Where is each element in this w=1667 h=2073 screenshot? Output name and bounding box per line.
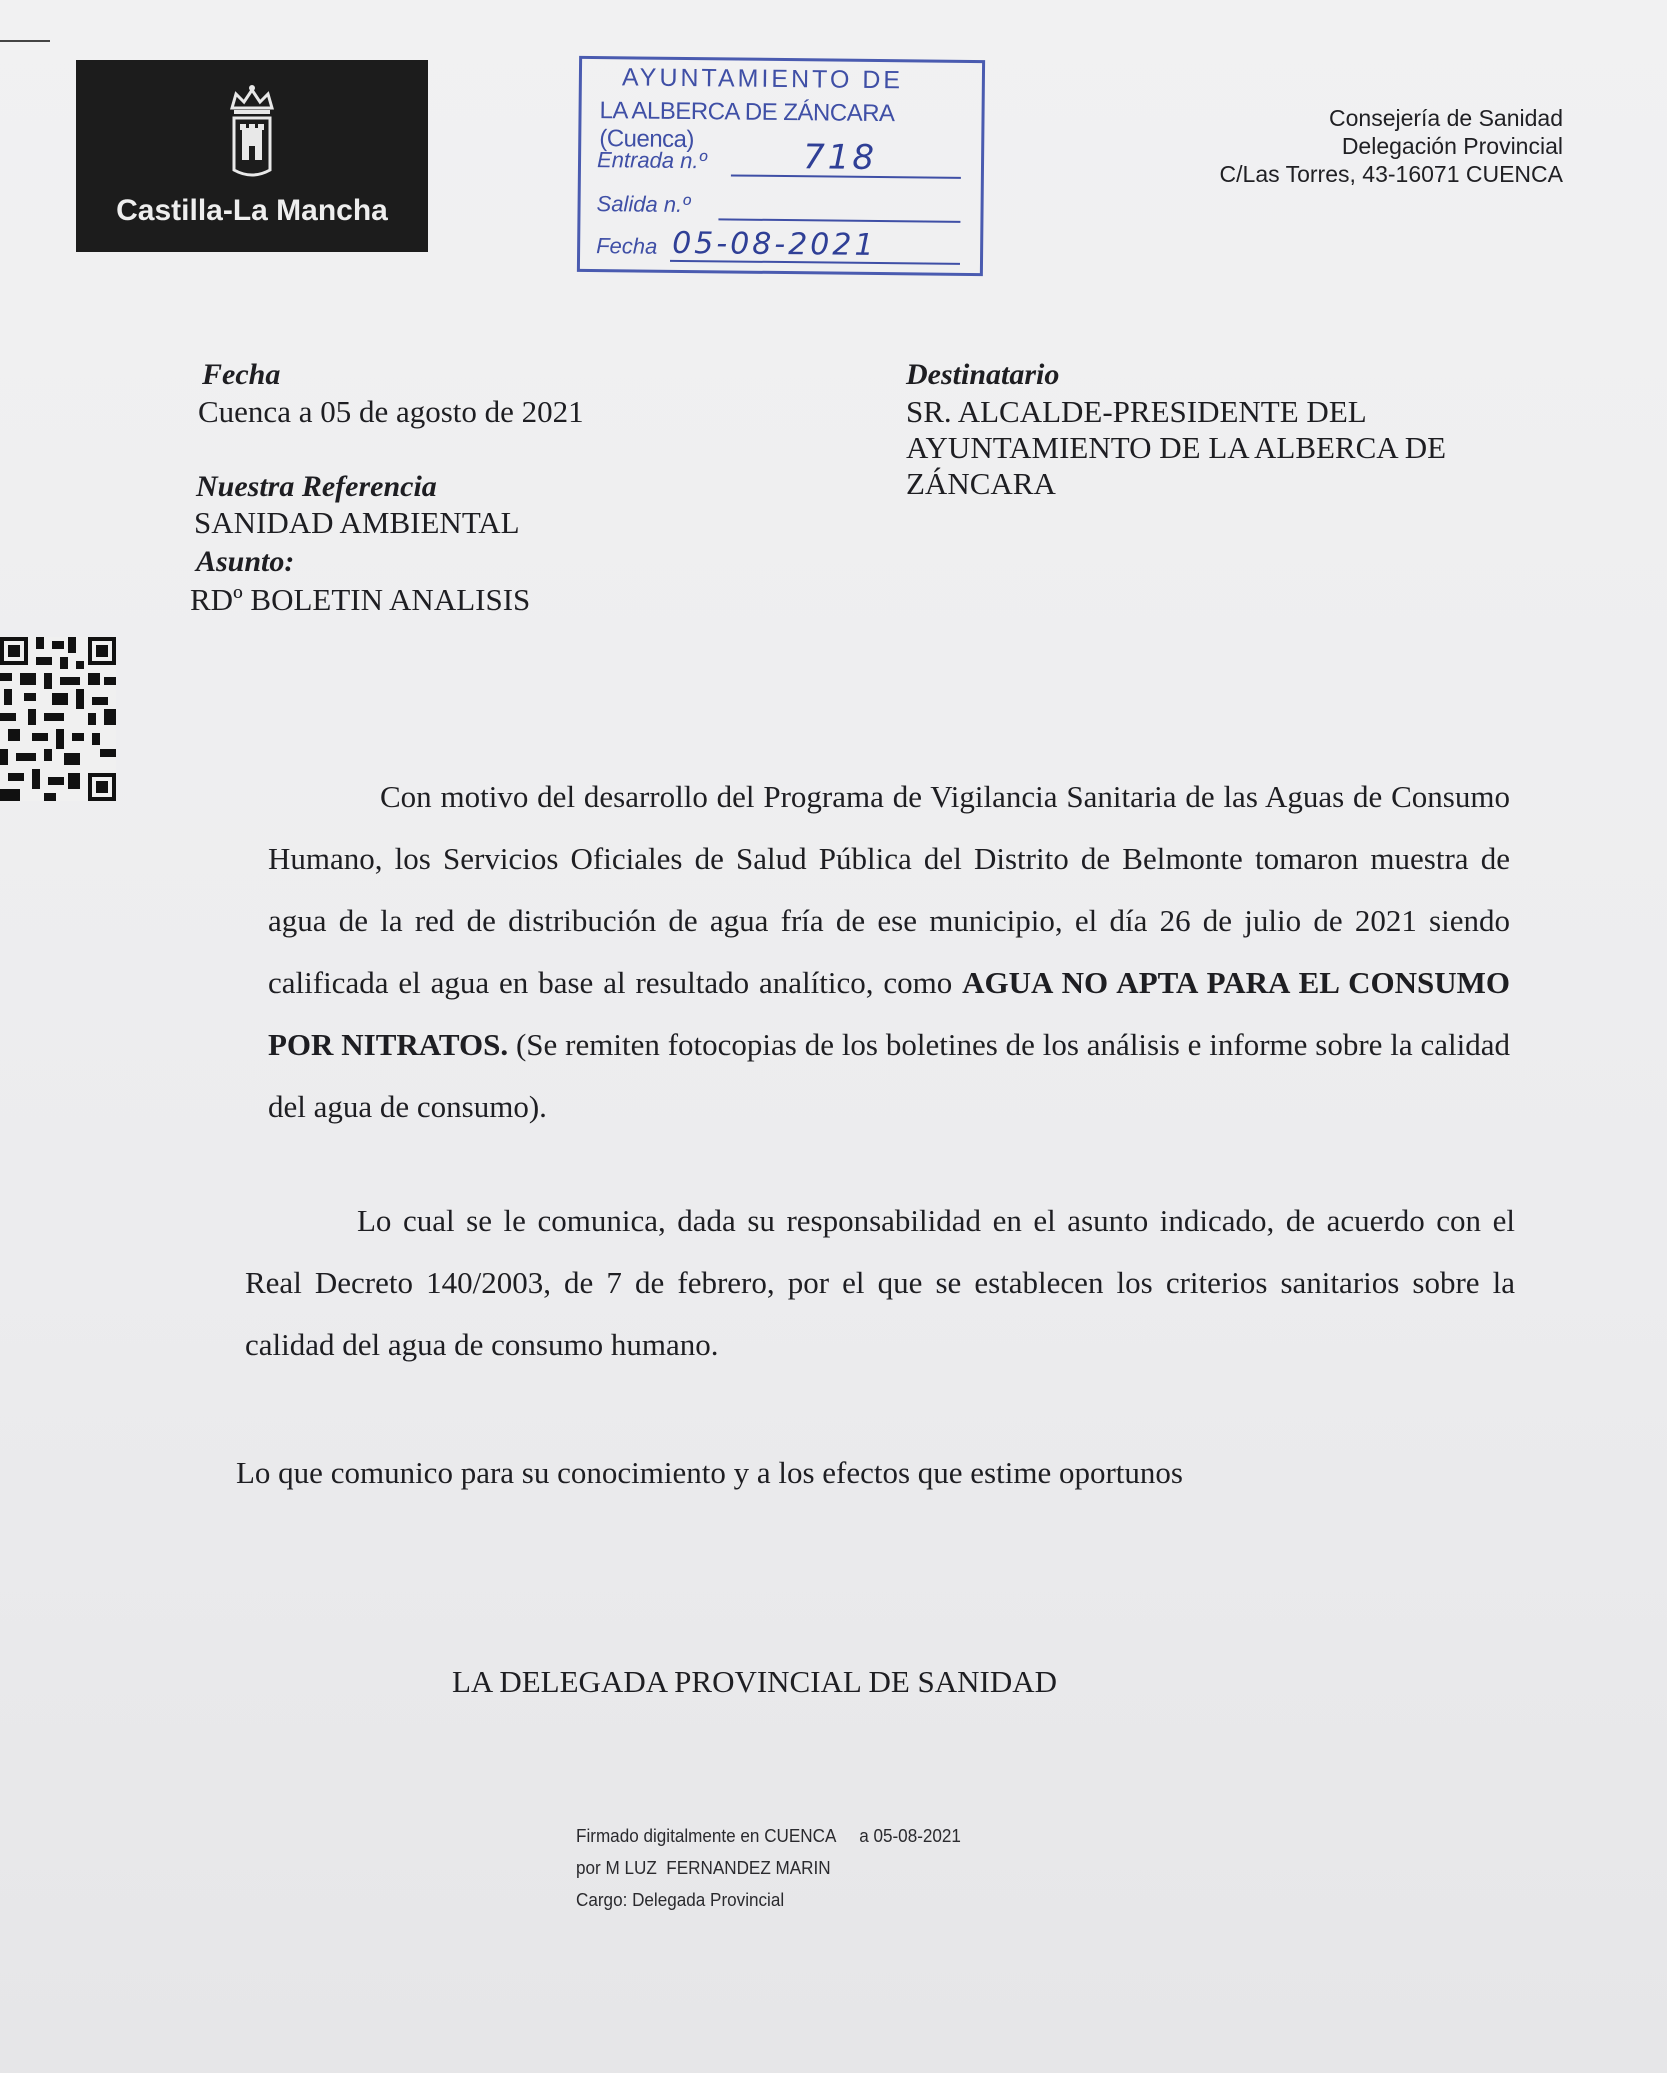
fecha-value: Cuenca a 05 de agosto de 2021 (198, 394, 584, 429)
referencia-label: Nuestra Referencia (196, 470, 437, 503)
paragraph-2: Lo cual se le comunica, dada su responsabilidad en el asunto indicado, de acuerdo con el Real Decreto 140/2003, de 7 de febrero, por el que se establecen los criterios sanitarios sobre la calidad del agua de consumo humano. (245, 1203, 1515, 1362)
dept-line-2: Delegación Provincial (1341, 133, 1563, 159)
destinatario-line-1: SR. ALCALDE-PRESIDENTE DEL (906, 394, 1367, 429)
dept-line-3: C/Las Torres, 43-16071 CUENCA (1219, 161, 1563, 187)
signature-line-3: Cargo: Delegada Provincial (576, 1890, 785, 1910)
asunto-value: RDº BOLETIN ANALISIS (190, 582, 531, 617)
stamp-entrada-value: 718 (802, 137, 878, 179)
stamp-line-2: LA ALBERCA DE ZÁNCARA (Cuenca) (599, 97, 894, 154)
asunto-label: Asunto: (196, 545, 295, 578)
signature-title: LA DELEGADA PROVINCIAL DE SANIDAD (452, 1664, 1058, 1699)
paragraph-1-end: (Se remiten fotocopias de los boletines de los análisis e informe sobre la calidad del agua de consumo). (268, 1027, 1510, 1124)
paragraph-1-bold: AGUA NO APTA PARA EL CONSUMO POR NITRATOS. (268, 965, 1511, 1062)
signature-line-2: por M LUZ FERNANDEZ MARIN (576, 1858, 831, 1878)
department-address (1220, 104, 1563, 188)
digital-signature (576, 1820, 961, 1916)
qr-code (0, 636, 116, 802)
paragraph-1-text: Con motivo del desarrollo del Programa de Vigilancia Sanitaria de las Aguas de Consumo Humano, los Servicios Oficiales de Salud Pública del Distrito de Belmonte tomaron muestra de agua de la red de distribución de agua fría de ese municipio, el día 26 de julio de 2021 siendo calificada el agua en base al resultado analítico, como (268, 779, 1510, 1000)
fecha-label: Fecha (202, 358, 281, 391)
stamp-entrada-label: Entrada n.º (596, 147, 707, 174)
destinatario-label: Destinatario (906, 358, 1060, 391)
referencia-value: SANIDAD AMBIENTAL (194, 505, 520, 540)
stamp-salida-label: Salida n.º (596, 191, 691, 218)
destinatario-line-2: AYUNTAMIENTO DE LA ALBERCA DE (906, 430, 1447, 465)
paragraph-1 (268, 766, 1510, 1138)
destinatario-line-3: ZÁNCARA (906, 466, 1056, 501)
dept-line-1: Consejería de Sanidad (1329, 105, 1563, 131)
stamp-salida-line (718, 218, 960, 223)
signature-line-1: Firmado digitalmente en CUENCA a 05-08-2021 (576, 1826, 961, 1846)
corner-mark (0, 40, 50, 42)
registry-stamp (577, 56, 985, 276)
stamp-line-1: AYUNTAMIENTO DE (621, 63, 904, 95)
logo-text: Castilla-La Mancha (116, 194, 388, 227)
stamp-fecha-label: Fecha (596, 233, 658, 259)
paragraph-3: Lo que comunico para su conocimiento y a los efectos que estime oportunos (236, 1455, 1183, 1490)
stamp-fecha-value: 05-08-2021 (672, 225, 877, 264)
castilla-la-mancha-logo (76, 60, 428, 252)
